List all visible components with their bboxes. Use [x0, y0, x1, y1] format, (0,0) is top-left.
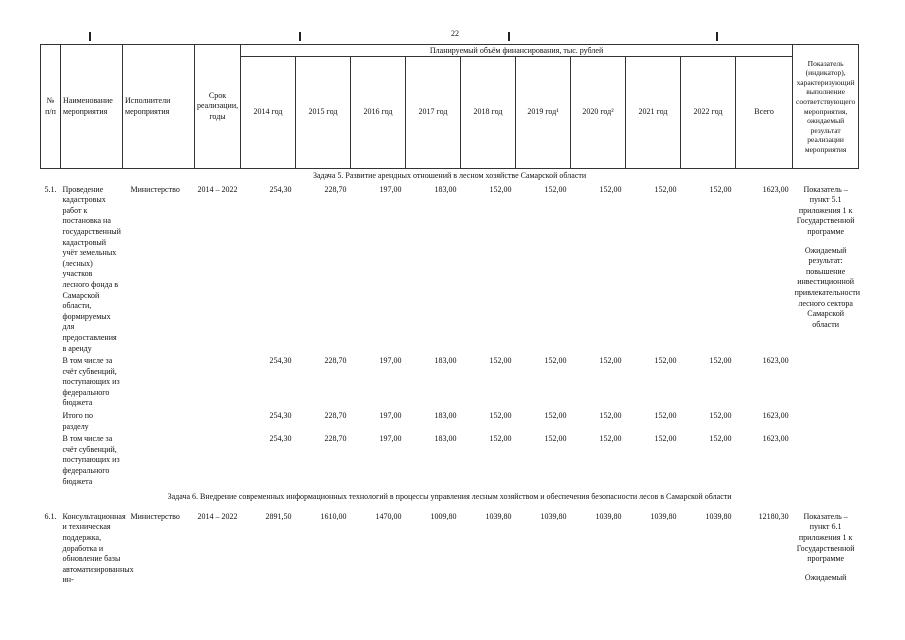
row-executor: Министерство — [130, 184, 180, 194]
indicator-cell — [793, 184, 859, 410]
value-cell: 254,30 — [269, 184, 292, 194]
task-5-title: Задача 5. Развитие арендных отношений в лесном хозяйстве Самарской области — [312, 171, 587, 180]
row-num: 5.1. — [44, 184, 57, 194]
col-year: 2020 год² — [571, 57, 626, 169]
col-financing-group: Планируемый объём финансирования, тыс. рублей — [241, 45, 793, 57]
value-cell: 228,70 — [324, 434, 347, 444]
value-cell: 152,00 — [709, 411, 732, 421]
value-cell: 1039,80 — [595, 511, 622, 521]
page-number: 22 — [451, 29, 459, 38]
value-cell: 152,00 — [489, 356, 512, 366]
total-cell: 1623,00 — [762, 411, 789, 421]
value-cell: 152,00 — [599, 356, 622, 366]
financing-table — [40, 44, 859, 587]
expected-result-text: Ожидаемый результат: повышение инвестиционной привлекательности лесного сектора Самарской области — [794, 245, 861, 329]
row-name: Итого по разделу — [62, 411, 94, 431]
col-indicator: Показатель (индикатор), характеризующий выполнение соответствующего мероприятия, ожидаемый результат реализации мероприятия — [793, 45, 859, 169]
value-cell: 152,00 — [544, 184, 567, 194]
row-executor: Министерство — [130, 511, 180, 521]
col-year: 2018 год — [461, 57, 516, 169]
col-year: 2021 год — [626, 57, 681, 169]
margin-mark — [716, 32, 718, 41]
value-cell: 1470,00 — [375, 511, 402, 521]
col-total: Всего — [736, 57, 793, 169]
value-cell: 152,00 — [654, 356, 677, 366]
col-num: № п/п — [41, 45, 61, 169]
value-cell: 228,70 — [324, 411, 347, 421]
value-cell: 183,00 — [434, 434, 457, 444]
col-executors: Исполнители мероприятия — [123, 45, 195, 169]
value-cell: 197,00 — [379, 434, 402, 444]
value-cell: 152,00 — [544, 434, 567, 444]
value-cell: 228,70 — [324, 356, 347, 366]
value-cell: 1039,80 — [485, 511, 512, 521]
table-row — [41, 511, 859, 587]
indicator-text: Показатель – пункт 5.1 приложения 1 к Государственной программе — [796, 184, 855, 236]
col-year: 2016 год — [351, 57, 406, 169]
total-cell: 12180,30 — [758, 511, 789, 521]
value-cell: 1039,80 — [540, 511, 567, 521]
indicator-cell — [793, 511, 859, 587]
value-cell: 197,00 — [379, 184, 402, 194]
value-cell: 254,30 — [269, 356, 292, 366]
value-cell: 254,30 — [269, 411, 292, 421]
value-cell: 152,00 — [654, 411, 677, 421]
expected-result-text: Ожидаемый — [804, 572, 847, 582]
value-cell: 152,00 — [599, 184, 622, 194]
margin-mark — [299, 32, 301, 41]
col-term: Срок реализации, годы — [195, 45, 241, 169]
value-cell: 152,00 — [489, 184, 512, 194]
value-cell: 1039,80 — [650, 511, 677, 521]
value-cell: 1009,80 — [430, 511, 457, 521]
row-term: 2014 – 2022 — [197, 511, 238, 521]
row-name: В том числе за счёт субвенций, поступающих из федерального бюджета — [62, 356, 120, 408]
value-cell: 183,00 — [434, 184, 457, 194]
table-row — [41, 410, 859, 433]
indicator-text: Показатель – пункт 6.1 приложения 1 к Государственной программе — [796, 511, 855, 564]
task-6-title: Задача 6. Внедрение современных информационных технологий в процессы управления лесным хозяйством и обеспечения безопасности лесов в Самарской области — [167, 492, 732, 502]
value-cell: 152,00 — [709, 434, 732, 444]
col-year: 2017 год — [406, 57, 461, 169]
value-cell: 183,00 — [434, 411, 457, 421]
value-cell: 152,00 — [489, 411, 512, 421]
total-cell: 1623,00 — [762, 434, 789, 444]
value-cell: 152,00 — [709, 184, 732, 194]
col-year: 2014 год — [241, 57, 296, 169]
row-term: 2014 – 2022 — [197, 184, 238, 194]
row-num: 6.1. — [44, 511, 57, 521]
col-year: 2022 год — [681, 57, 736, 169]
value-cell: 2891,50 — [265, 511, 292, 521]
row-name: В том числе за счёт субвенций, поступающих из федерального бюджета — [62, 434, 120, 486]
value-cell: 152,00 — [544, 356, 567, 366]
margin-mark — [508, 32, 510, 41]
margin-mark — [89, 32, 91, 41]
col-year: 2015 год — [296, 57, 351, 169]
value-cell: 152,00 — [654, 184, 677, 194]
value-cell: 152,00 — [599, 434, 622, 444]
col-year: 2019 год¹ — [516, 57, 571, 169]
value-cell: 152,00 — [489, 434, 512, 444]
value-cell: 1610,00 — [320, 511, 347, 521]
value-cell: 197,00 — [379, 356, 402, 366]
value-cell: 228,70 — [324, 184, 347, 194]
value-cell: 152,00 — [599, 411, 622, 421]
row-name: Проведение кадастровых работ к постановка на государственный кадастровый учёт земельных (лесных) участков лесного фонда в Самарской области, формируемых для предоставления в аренду — [62, 184, 121, 353]
table-row — [41, 184, 859, 356]
row-name: Консультационная и техническая поддержка, доработка и обновление базы автоматизированных ин- — [62, 511, 134, 585]
value-cell: 152,00 — [709, 356, 732, 366]
value-cell: 1039,80 — [705, 511, 732, 521]
value-cell: 197,00 — [379, 411, 402, 421]
total-cell: 1623,00 — [762, 184, 789, 194]
value-cell: 183,00 — [434, 356, 457, 366]
value-cell: 152,00 — [544, 411, 567, 421]
table-row — [41, 355, 859, 410]
col-name: Наименование мероприятия — [61, 45, 123, 169]
value-cell: 152,00 — [654, 434, 677, 444]
table-row — [41, 433, 859, 488]
value-cell: 254,30 — [269, 434, 292, 444]
total-cell: 1623,00 — [762, 356, 789, 366]
